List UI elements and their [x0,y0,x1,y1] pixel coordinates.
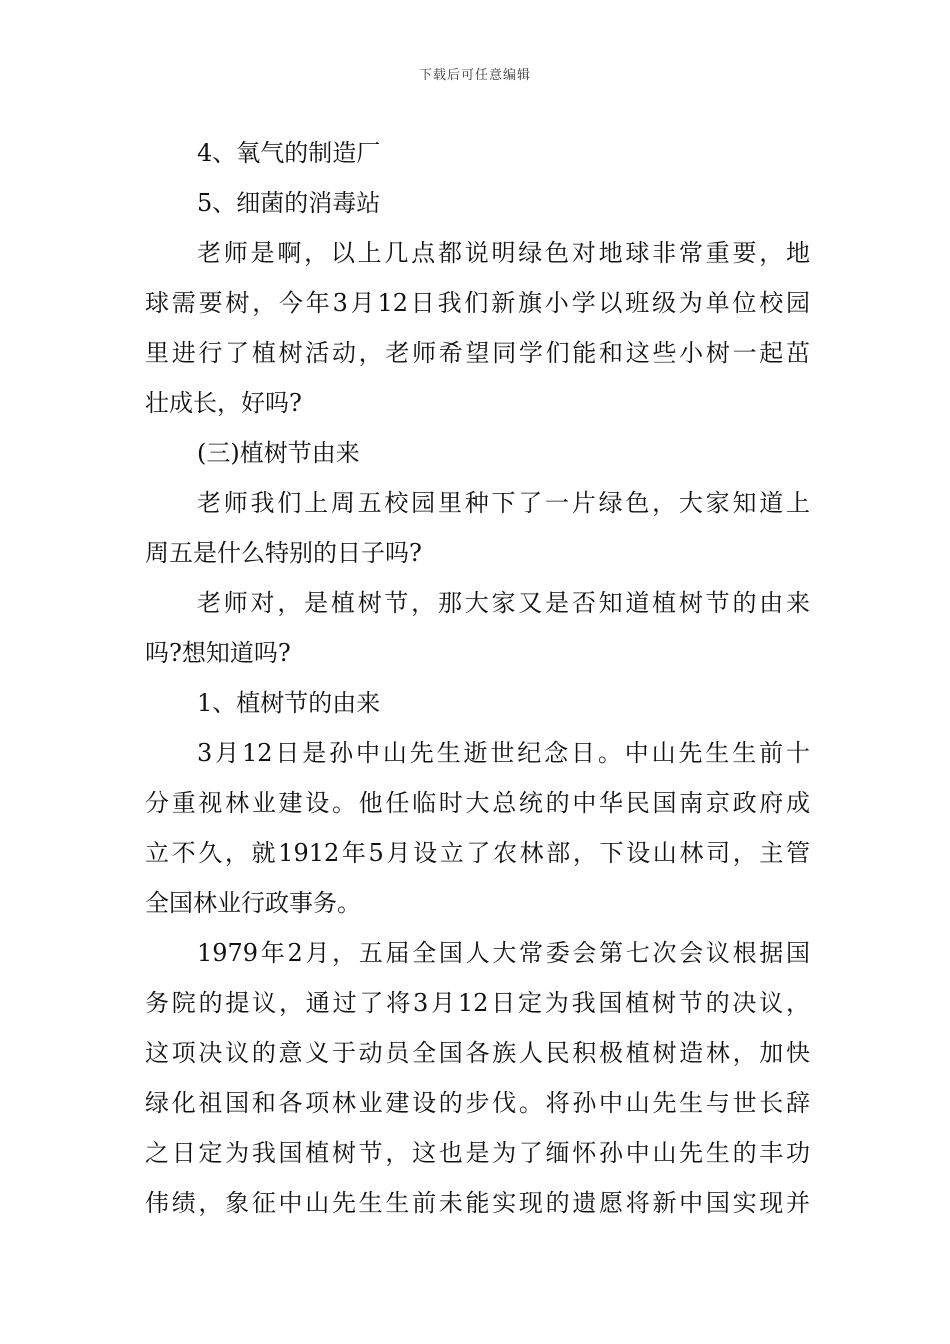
text-line: 1979年2月，五届全国人大常委会第七次会议根据国 [197,939,810,967]
text-line: 这项决议的意义于动员全国各族人民积极植树造林，加快 [145,1039,810,1067]
text-line: 伟绩，象征中山先生生前未能实现的遗愿将新中国实现并 [145,1189,810,1217]
text-line: 老师对，是植树节，那大家又是否知道植树节的由来 [197,589,810,617]
text-line: 立不久，就1912年5月设立了农林部，下设山林司，主管 [145,839,810,867]
text-line: 5、细菌的消毒站 [197,189,381,217]
text-line: 周五是什么特别的日子吗? [145,539,422,567]
text-line: 4、氧气的制造厂 [197,139,381,167]
page-header: 下载后可任意编辑 [418,68,531,83]
text-line: 老师我们上周五校园里种下了一片绿色，大家知道上 [197,489,810,517]
text-line: 务院的提议，通过了将3月12日定为我国植树节的决议， [145,989,810,1017]
text-line: (三)植树节由来 [197,439,360,467]
text-line: 全国林业行政事务。 [145,889,361,917]
text-line: 吗?想知道吗? [145,639,291,667]
text-line: 之日定为我国植树节，这也是为了缅怀孙中山先生的丰功 [145,1139,810,1167]
text-line: 绿化祖国和各项林业建设的步伐。将孙中山先生与世长辞 [145,1089,810,1117]
text-line: 壮成长，好吗? [145,389,302,417]
text-line: 3月12日是孙中山先生逝世纪念日。中山先生生前十 [197,739,810,767]
text-line: 里进行了植树活动，老师希望同学们能和这些小树一起茁 [145,339,810,367]
text-line: 球需要树，今年3月12日我们新旗小学以班级为单位校园 [145,289,810,317]
text-line: 1、植树节的由来 [197,689,381,717]
text-line: 分重视林业建设。他任临时大总统的中华民国南京政府成 [145,789,810,817]
text-line: 老师是啊，以上几点都说明绿色对地球非常重要，地 [197,239,810,267]
document-body [145,128,810,1228]
